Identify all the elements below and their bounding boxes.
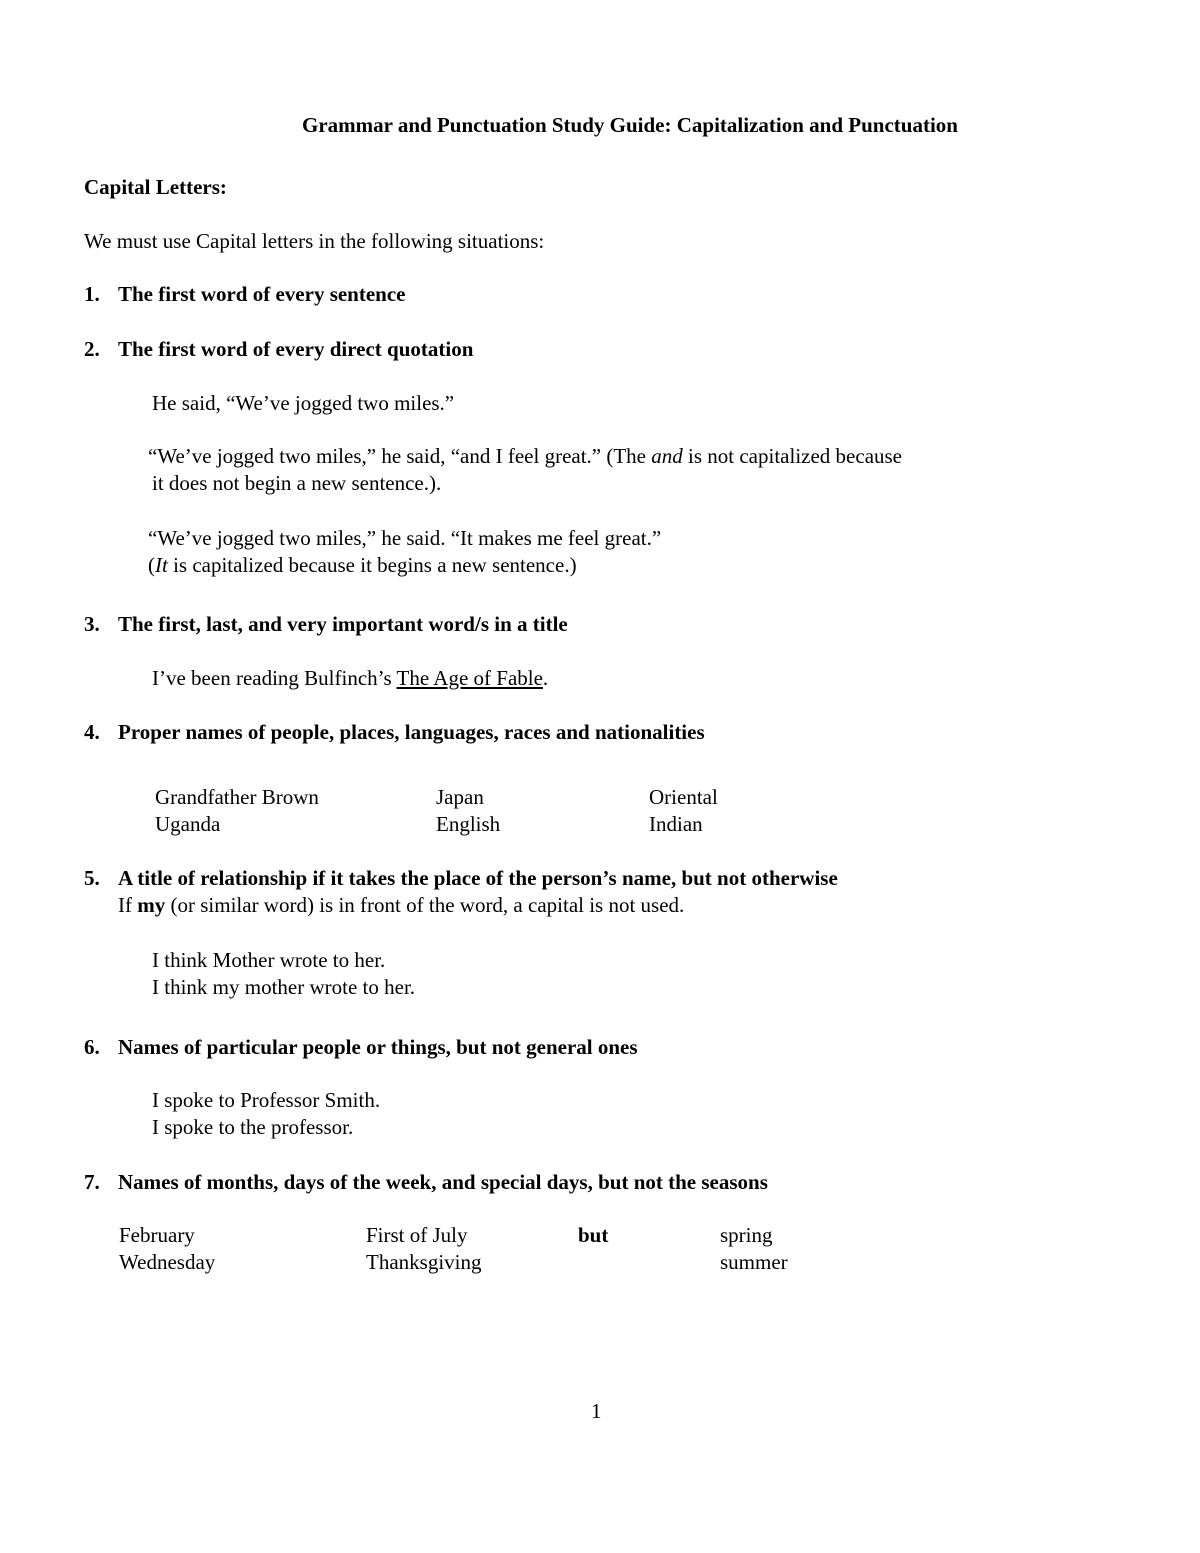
rule-6-example-2: I spoke to the professor. (152, 1115, 354, 1139)
rule-7-cell-r2c1: Wednesday (119, 1250, 216, 1274)
rule-4-cell-r1c1: Grandfather Brown (155, 785, 319, 809)
document-title: Grammar and Punctuation Study Guide: Capitalization and Punctuation (302, 113, 958, 137)
rule-4-cell-r2c3: Indian (649, 812, 703, 836)
rule-5-note-post: (or similar word) is in front of the word, a capital is not used. (165, 893, 685, 917)
rule-2-example-3-note (148, 552, 577, 579)
rule-1-number: 1. (84, 282, 100, 306)
rule-3-heading: The first, last, and very important word/s in a title (118, 612, 568, 636)
rule-4-cell-r1c2: Japan (436, 785, 484, 809)
rule-2-example-1: He said, “We’ve jogged two miles.” (152, 391, 455, 415)
rule-4-cell-r1c3: Oriental (649, 785, 718, 809)
rule-7-cell-r1c1: February (119, 1223, 195, 1247)
rule-5-note-bold: my (137, 893, 166, 917)
rule-5-heading: A title of relationship if it takes the place of the person’s name, but not otherwise (118, 866, 838, 890)
rule-6-example-1: I spoke to Professor Smith. (152, 1088, 381, 1112)
rule-2-number: 2. (84, 337, 100, 361)
rule-4-cell-r2c1: Uganda (155, 812, 221, 836)
rule-2-example-2-rest: is not capitalized because (682, 444, 903, 468)
rule-7-cell-r2c4: summer (720, 1250, 788, 1274)
rule-2-example-3-open: ( (148, 553, 155, 577)
rule-2-example-2-italic: and (651, 444, 683, 468)
rule-4-cell-r2c2: English (436, 812, 501, 836)
rule-5-number: 5. (84, 866, 100, 890)
rule-2-example-3-rest: is capitalized because it begins a new sentence.) (167, 553, 577, 577)
rule-5-note (118, 892, 684, 919)
rule-2-heading: The first word of every direct quotation (118, 337, 474, 361)
rule-3-example-post: . (542, 666, 549, 690)
rule-6-number: 6. (84, 1035, 100, 1059)
rule-5-example-1: I think Mother wrote to her. (152, 948, 386, 972)
intro-text: We must use Capital letters in the following situations: (84, 229, 545, 253)
rule-6-heading: Names of particular people or things, but not general ones (118, 1035, 638, 1059)
rule-7-heading: Names of months, days of the week, and special days, but not the seasons (118, 1170, 768, 1194)
rule-7-cell-r1c4: spring (720, 1223, 773, 1247)
rule-7-cell-r1c2: First of July (366, 1223, 468, 1247)
rule-3-number: 3. (84, 612, 100, 636)
rule-2-example-3-italic: It (155, 553, 168, 577)
rule-4-number: 4. (84, 720, 100, 744)
rule-7-cell-r2c2: Thanksgiving (366, 1250, 482, 1274)
rule-4-heading: Proper names of people, places, languages, races and nationalities (118, 720, 705, 744)
rule-5-note-pre: If (118, 893, 138, 917)
rule-3-book-title: The Age of Fable (396, 666, 543, 690)
rule-7-number: 7. (84, 1170, 100, 1194)
section-heading: Capital Letters: (84, 175, 227, 199)
rule-2-example-2-main: “We’ve jogged two miles,” he said, “and I feel great.” (The (148, 444, 652, 468)
rule-1-heading: The first word of every sentence (118, 282, 406, 306)
page-number: 1 (591, 1399, 602, 1423)
rule-3-example-pre: I’ve been reading Bulfinch’s (152, 666, 397, 690)
rule-3-example (152, 665, 548, 692)
rule-2-example-3: “We’ve jogged two miles,” he said. “It makes me feel great.” (148, 526, 662, 550)
rule-2-example-2-line-2: it does not begin a new sentence.). (152, 471, 442, 495)
rule-7-cell-r1c3: but (578, 1223, 609, 1247)
rule-2-example-2 (148, 443, 902, 470)
rule-5-example-2: I think my mother wrote to her. (152, 975, 416, 999)
